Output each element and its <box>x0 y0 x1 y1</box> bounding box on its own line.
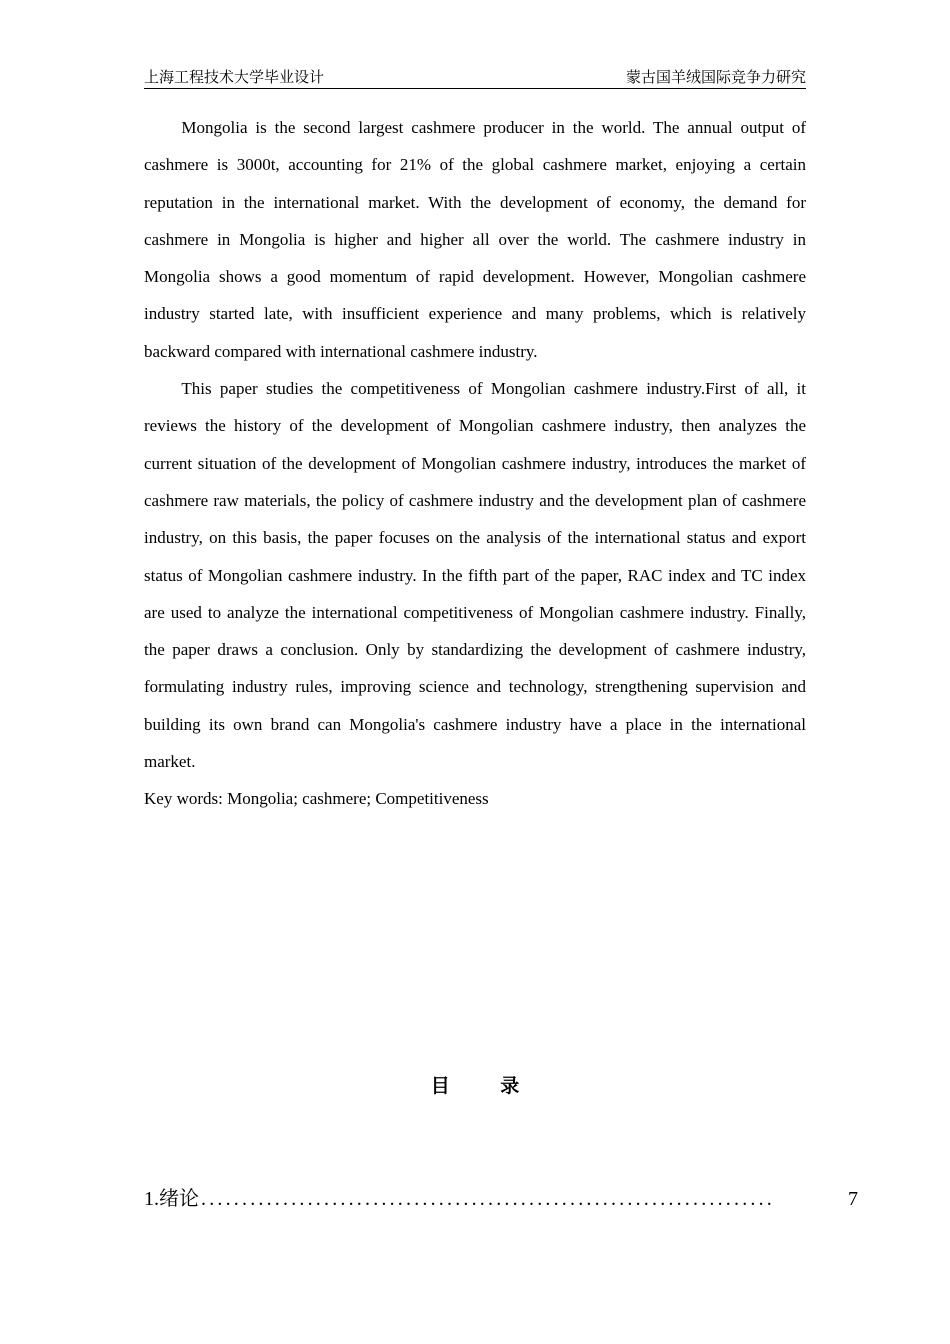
header-paper-title: 蒙古国羊绒国际竞争力研究 <box>625 70 806 86</box>
toc-entry-label: 绪论 <box>159 1188 199 1210</box>
abstract-paragraph-2: This paper studies the competitiveness of Mongolian cashmere industry.First of all, it reviews the history of the development of Mongolian cashmere industry, then analyzes the current situation of the development of Mongolian cashmere industry, introduces the market of cashmere raw materials, the policy of cashmere industry and the development plan of cashmere industry, on this basis, the paper focuses on the analysis of the international status and export status of Mongolian cashmere industry. In the fifth part of the paper, RAC index and TC index are used to analyze the international competitiveness of Mongolian cashmere industry. Finally, the paper draws a conclusion. Only by standardizing the development of cashmere industry, formulating industry rules, improving science and technology, strengthening supervision and building its own brand can Mongolia's cashmere industry have a place in the international market. <box>144 379 806 772</box>
header-thesis-title: 上海工程技术大学毕业设计 <box>144 70 325 86</box>
abstract-body <box>144 109 806 818</box>
toc-entry-page: 7 <box>848 1188 858 1210</box>
page-header <box>144 68 806 89</box>
toc-entry[interactable] <box>144 1184 858 1214</box>
abstract-paragraph-1: Mongolia is the second largest cashmere producer in the world. The annual output of cashmere is 3000t, accounting for 21% of the global cashmere market, enjoying a certain reputation in the international market. With the development of economy, the demand for cashmere in Mongolia is higher and higher all over the world. The cashmere industry in Mongolia shows a good momentum of rapid development. However, Mongolian cashmere industry started late, with insufficient experience and many problems, which is relatively backward compared with international cashmere industry. <box>144 118 806 361</box>
toc-title <box>0 1072 950 1100</box>
toc-dot-leader: ...................................................................... <box>201 1188 775 1210</box>
toc-entry-number: 1. <box>144 1188 159 1210</box>
keywords-line: Key words: Mongolia; cashmere; Competitiveness <box>144 789 489 809</box>
toc-title-text: 目 录 <box>430 1075 542 1097</box>
